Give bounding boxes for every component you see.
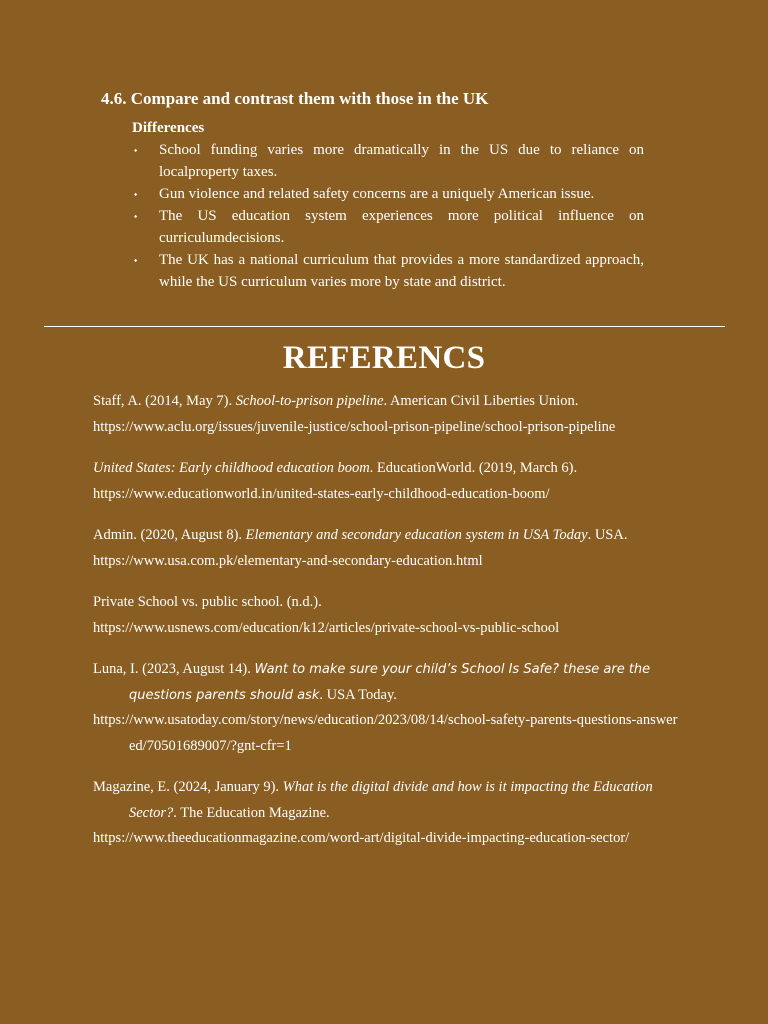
reference-url[interactable]: https://www.usatoday.com/story/news/education/2023/08/14/school-safety-parents-questions-answered/70501689007/?gnt-cfr=1	[93, 712, 678, 754]
reference-source: . USA Today.	[319, 686, 397, 703]
list-item	[132, 183, 644, 205]
differences-subheading: Differences	[132, 120, 205, 136]
section-heading: 4.6. Compare and contrast them with those in the UK	[101, 89, 489, 108]
reference-url[interactable]: https://www.usa.com.pk/elementary-and-secondary-education.html	[93, 552, 483, 569]
reference-url[interactable]: https://www.educationworld.in/united-states-early-childhood-education-boom/	[93, 485, 550, 502]
reference-author: Luna, I. (2023, August 14).	[93, 661, 255, 677]
section-divider	[44, 326, 725, 327]
bullet-icon: ⬩	[134, 255, 138, 265]
reference-author: Staff, A. (2014, May 7).	[93, 393, 236, 409]
reference-entry	[93, 657, 683, 759]
reference-source: . American Civil Liberties Union.	[383, 393, 579, 409]
list-item-text: Gun violence and related safety concerns are a uniquely American issue.	[159, 186, 595, 202]
bullet-icon: ⬩	[134, 211, 138, 221]
reference-title: Elementary and secondary education system in USA Today	[245, 527, 588, 543]
reference-author: Magazine, E. (2024, January 9).	[93, 779, 283, 795]
reference-author: Admin. (2020, August 8).	[93, 527, 246, 543]
list-item	[132, 139, 644, 183]
reference-title: What is the digital divide and how is it impacting the Education Sector?	[129, 779, 653, 821]
bullet-icon: ⬩	[134, 145, 138, 155]
reference-source: . USA.	[587, 527, 628, 543]
reference-title: United States: Early childhood education boom	[93, 460, 370, 476]
list-item-text: The UK has a national curriculum that provides a more standardized approach, while the US curriculum varies more by state and district.	[159, 252, 644, 290]
list-item	[132, 205, 644, 249]
reference-author: Private School vs. public school. (n.d.).	[93, 594, 322, 610]
reference-title: Want to make sure your child’s School Is Safe? these are the questions parents should ask	[129, 662, 651, 703]
reference-url[interactable]: https://www.usnews.com/education/k12/articles/private-school-vs-public-school	[93, 619, 560, 636]
reference-entry	[93, 456, 683, 507]
reference-entry	[93, 523, 683, 574]
reference-entry	[93, 389, 683, 440]
reference-url[interactable]: https://www.aclu.org/issues/juvenile-justice/school-prison-pipeline/school-prison-pipeline	[93, 418, 616, 435]
differences-list	[132, 139, 644, 293]
reference-source: . The Education Magazine.	[173, 804, 330, 821]
list-item-text: School funding varies more dramatically in the US due to reliance on localproperty taxes.	[159, 142, 644, 180]
reference-entry	[93, 775, 683, 852]
reference-entry	[93, 590, 683, 641]
reference-source: . EducationWorld. (2019, March 6).	[369, 460, 578, 476]
reference-url[interactable]: https://www.theeducationmagazine.com/word-art/digital-divide-impacting-education-sector/	[93, 830, 630, 846]
list-item	[132, 249, 644, 293]
list-item-text: The US education system experiences more political influence on curriculumdecisions.	[159, 208, 644, 246]
references-title: REFERENCS	[282, 340, 486, 376]
references-list	[93, 389, 683, 868]
reference-title: School-to-prison pipeline	[235, 393, 384, 409]
bullet-icon: ⬩	[134, 189, 138, 199]
